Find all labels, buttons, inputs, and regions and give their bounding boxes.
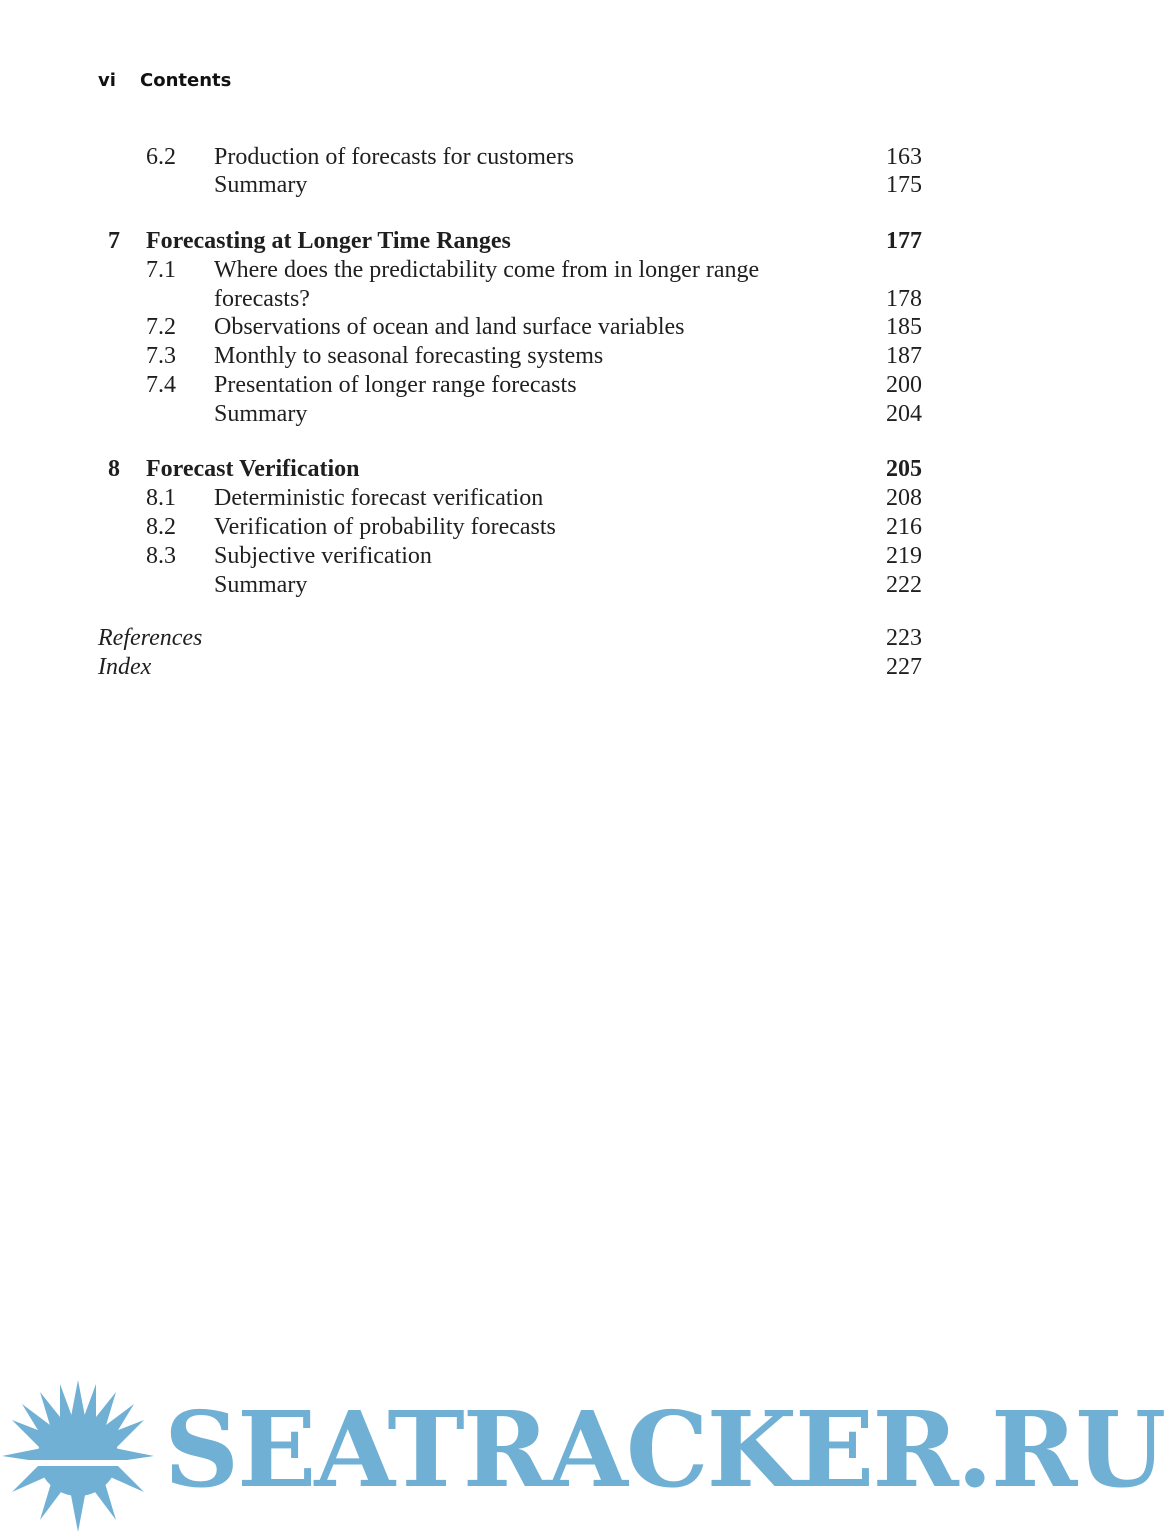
toc-entry-continuation [0, 285, 1054, 314]
page-number: 216 [886, 514, 922, 540]
toc-entry [0, 256, 1054, 285]
section-number: 8.3 [146, 543, 176, 569]
chapter-title: Forecast Verification [146, 456, 360, 482]
section-number: 8.2 [146, 514, 176, 540]
running-head [98, 70, 231, 91]
section-title: Presentation of longer range forecasts [214, 372, 577, 398]
section-title: Production of forecasts for customers [214, 144, 574, 170]
toc-backmatter-entry [0, 653, 1054, 682]
section-title: Summary [214, 172, 308, 198]
page-number: 219 [886, 543, 922, 569]
section-title: Monthly to seasonal forecasting systems [214, 343, 604, 369]
section-number: 7.3 [146, 343, 176, 369]
chapter-title: Forecasting at Longer Time Ranges [146, 228, 511, 254]
toc-chapter-entry [0, 455, 1054, 484]
watermark-text: SEATRACKER.RU [164, 1388, 1164, 1511]
toc-entry [0, 513, 1054, 542]
toc-entry [0, 542, 1054, 571]
toc-chapter-entry [0, 227, 1054, 256]
section-title: Where does the predictability come from in longer range [214, 257, 760, 283]
section-title: Subjective verification [214, 543, 432, 569]
page-number: 222 [886, 572, 922, 598]
page-number: 227 [886, 654, 922, 680]
running-head-title: Contents [140, 70, 232, 91]
toc-entry [0, 342, 1054, 371]
page-number: 187 [886, 343, 922, 369]
page-number: 185 [886, 314, 922, 340]
section-number: 7.1 [146, 257, 176, 283]
sun-disc-icon [38, 1416, 118, 1496]
section-title: Verification of probability forecasts [214, 514, 556, 540]
section-title: Deterministic forecast verification [214, 485, 544, 511]
section-title: Summary [214, 572, 308, 598]
section-number: 6.2 [146, 144, 176, 170]
page-folio: vi [98, 70, 116, 91]
page-number: 208 [886, 485, 922, 511]
chapter-number: 7 [108, 228, 120, 254]
section-title: Observations of ocean and land surface variables [214, 314, 685, 340]
section-title: Summary [214, 401, 308, 427]
toc-entry [0, 371, 1054, 400]
page-number: 200 [886, 372, 922, 398]
page-number: 175 [886, 172, 922, 198]
toc-backmatter-entry [0, 624, 1054, 653]
section-number: 7.4 [146, 372, 176, 398]
page-number: 178 [886, 286, 922, 312]
section-number: 7.2 [146, 314, 176, 340]
chapter-number: 8 [108, 456, 120, 482]
toc-entry [0, 484, 1054, 513]
horizon-line-icon [30, 1460, 126, 1466]
section-number: 8.1 [146, 485, 176, 511]
toc-entry [0, 143, 1054, 172]
toc-entry [0, 571, 1054, 600]
backmatter-title: Index [98, 654, 152, 680]
section-title: forecasts? [214, 286, 310, 312]
page-number: 163 [886, 144, 922, 170]
toc-entry [0, 313, 1054, 342]
page-number: 204 [886, 401, 922, 427]
toc-entry [0, 171, 1054, 200]
page-number: 177 [886, 228, 922, 254]
page-number: 223 [886, 625, 922, 651]
page-number: 205 [886, 456, 922, 482]
backmatter-title: References [98, 625, 203, 651]
toc-entry [0, 400, 1054, 429]
